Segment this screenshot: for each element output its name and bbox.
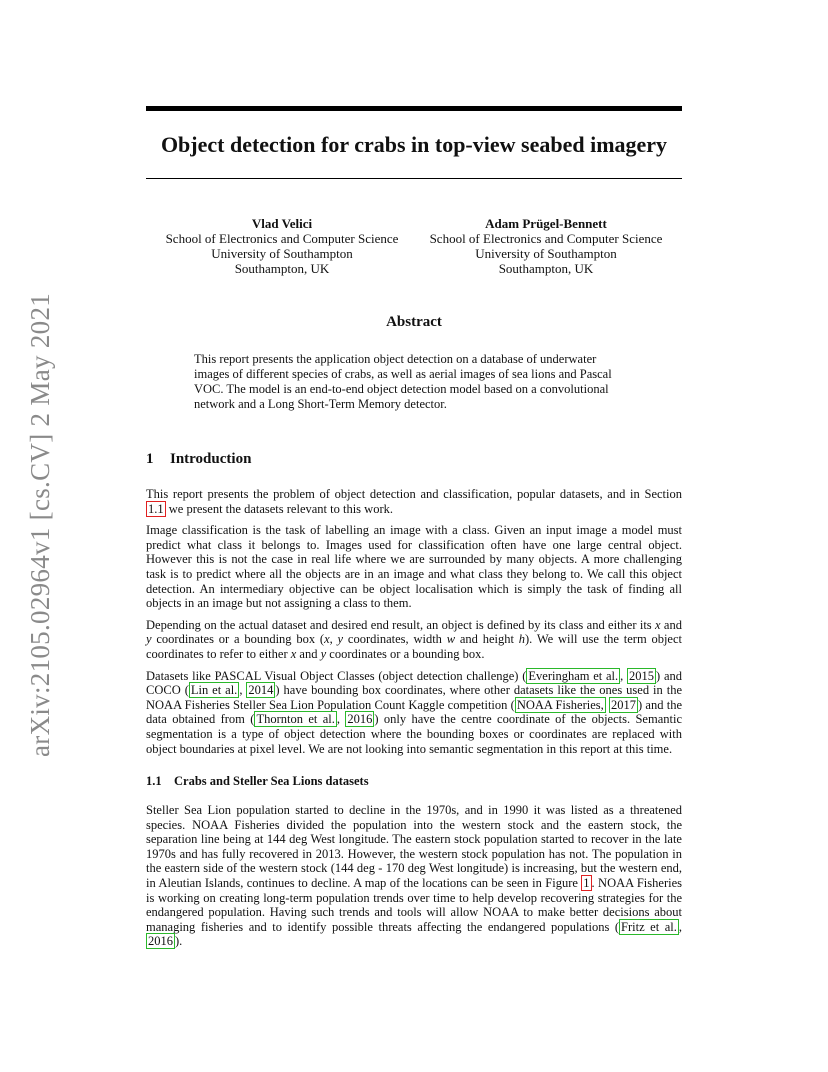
section-title: Introduction (170, 451, 252, 467)
body-text (146, 487, 682, 956)
text-run: ). (175, 934, 183, 949)
text-run: This report presents the problem of object detection and classification, popular datasets, and in Section (146, 487, 682, 501)
text-run: ) only have the centre coordinate of the objects. Semantic segmentation is a type of object detection where the bounding boxes or coordinates are replaced with object boundaries at pixel level. We are not looking into semantic segmentation in this report at this time. (146, 712, 682, 756)
author-location: Southampton, UK (234, 261, 330, 276)
intro-paragraph-3 (146, 618, 682, 662)
subsection-heading-datasets (146, 774, 682, 789)
text-run: and height (455, 632, 519, 647)
text-run: , (239, 683, 247, 698)
text-run: ) and COCO ( (146, 668, 683, 698)
text-run: West longitude) is increasing, but the western end, in Aleutian Islands, continues to decline. A map of the locations can be seen in Figure (146, 861, 682, 891)
text-run: , (336, 712, 346, 727)
text-run: Steller Sea Lion population started to decline in the 1970s, and in 1990 it was listed as a threatened species. NOAA Fisheries divided the population into the western stock and the eastern stock, the separation line being at (146, 803, 682, 847)
text-run: coordinates or a bounding box ( (151, 632, 325, 647)
text-run: - (374, 861, 386, 876)
text-run: 144 deg (334, 861, 375, 876)
citation-link[interactable]: Thornton et al. (256, 712, 335, 727)
subsection-number: 1.1 (146, 774, 162, 789)
author-block-2 (420, 216, 672, 276)
math-var: x (655, 617, 661, 632)
math-var: y (320, 646, 327, 661)
intro-paragraph-2: Image classification is the task of labelling an image with a class. Given an input image a model must predict what class it belongs to. Images used for classification often have one large central object. However this is not the case in real life where we are surrounded by many objects. A more challenging task is to predict where all the objects are in an image and what class they belong to. We call this object detection. An intermediary objective can be object localisation which is simply the task of finding all objects in an image but not assigning a class to them. (146, 523, 682, 611)
text-run: coordinates or a bounding box. (326, 646, 485, 661)
abstract-heading: Abstract (386, 314, 442, 330)
text-run: , (329, 632, 338, 647)
author-department: School of Electronics and Computer Science (165, 231, 399, 246)
text-run: 144 deg (266, 832, 308, 847)
citation-link[interactable]: 2017 (611, 697, 637, 712)
text-run: ) and the data obtained from ( (146, 697, 683, 727)
text-run: and (296, 646, 321, 661)
author-university: University of Southampton (211, 246, 353, 261)
text-run: , (678, 919, 683, 934)
abstract-text: This report presents the application object detection on a database of underwater images of different species of crabs, as well as aerial images of sea lions and Pascal VOC. The model is an end-to-end object detection model based on a convolutional network and a Long Short-Term Memory detector. (194, 352, 612, 411)
text-run: ) have bounding box coordinates, where other datasets like the ones used in the NOAA Fisheries Steller Sea Lion Population Count Kaggle competition ( (146, 683, 682, 712)
figure-link[interactable]: 1 (583, 876, 590, 891)
author-name: Adam Prügel-Bennett (485, 216, 607, 231)
intro-paragraph-4 (146, 669, 682, 757)
citation-link[interactable]: 2016 (148, 934, 173, 949)
subsection-title: Crabs and Steller Sea Lions datasets (174, 774, 369, 789)
section-link[interactable]: 1.1 (148, 501, 164, 516)
math-var: h (518, 632, 525, 647)
text-run: , (620, 668, 628, 683)
intro-paragraph-1 (146, 487, 682, 516)
citation-link[interactable]: Fritz et al. (621, 919, 677, 934)
title-rule-bottom (146, 178, 682, 179)
citation-link[interactable]: 2016 (347, 712, 373, 727)
datasets-paragraph-1 (146, 803, 682, 949)
math-var: w (446, 632, 456, 647)
author-location: Southampton, UK (498, 261, 594, 276)
text-run: and (660, 617, 682, 632)
section-heading-introduction (146, 451, 251, 468)
text-run: West longitude. The eastern stock population started to recover in the late 1970s and has fully recovered in 2013. However, the western stock population has not. The population in the eastern side of the western stock ( (146, 832, 682, 876)
text-run: Depending on the actual dataset and desired end result, an object is defined by its class and either its (146, 617, 656, 632)
text-run: . NOAA Fisheries is working on creating long-term population trends over time to help develop recovering strategies for the endangered population. Having such trends and tools will allow NOAA to make better decisions about managing fisheries and to identify possible threats affecting the endangered populations ( (146, 876, 682, 934)
citation-link[interactable]: 2014 (248, 683, 274, 698)
math-var: x (324, 632, 330, 647)
text-run: ). We will use the term object coordinates to refer to either (146, 632, 683, 661)
title-rule-top (146, 106, 682, 111)
text-run: coordinates, width (343, 632, 447, 647)
text-run: Datasets like PASCAL Visual Object Classes (object detection challenge) ( (146, 668, 527, 683)
paper-title: Object detection for crabs in top-view seabed imagery (160, 132, 668, 157)
section-number: 1 (146, 451, 154, 467)
math-var: x (290, 646, 297, 661)
citation-link[interactable]: 2015 (629, 668, 655, 683)
author-university: University of Southampton (475, 246, 617, 261)
text-run: 170 deg (385, 861, 426, 876)
author-name: Vlad Velici (251, 216, 313, 231)
author-block-1 (156, 216, 408, 276)
math-var: y (337, 632, 344, 647)
arxiv-identifier-stamp: arXiv:2105.02964v1 [cs.CV] 2 May 2021 (25, 292, 55, 758)
text-run: we present the datasets relevant to this work. (165, 501, 393, 516)
citation-link[interactable]: NOAA Fisheries, (516, 697, 604, 712)
citation-link[interactable]: Everingham et al. (528, 668, 619, 683)
citation-link[interactable]: Lin et al. (190, 683, 238, 698)
math-var: y (146, 632, 152, 647)
author-department: School of Electronics and Computer Science (429, 231, 663, 246)
